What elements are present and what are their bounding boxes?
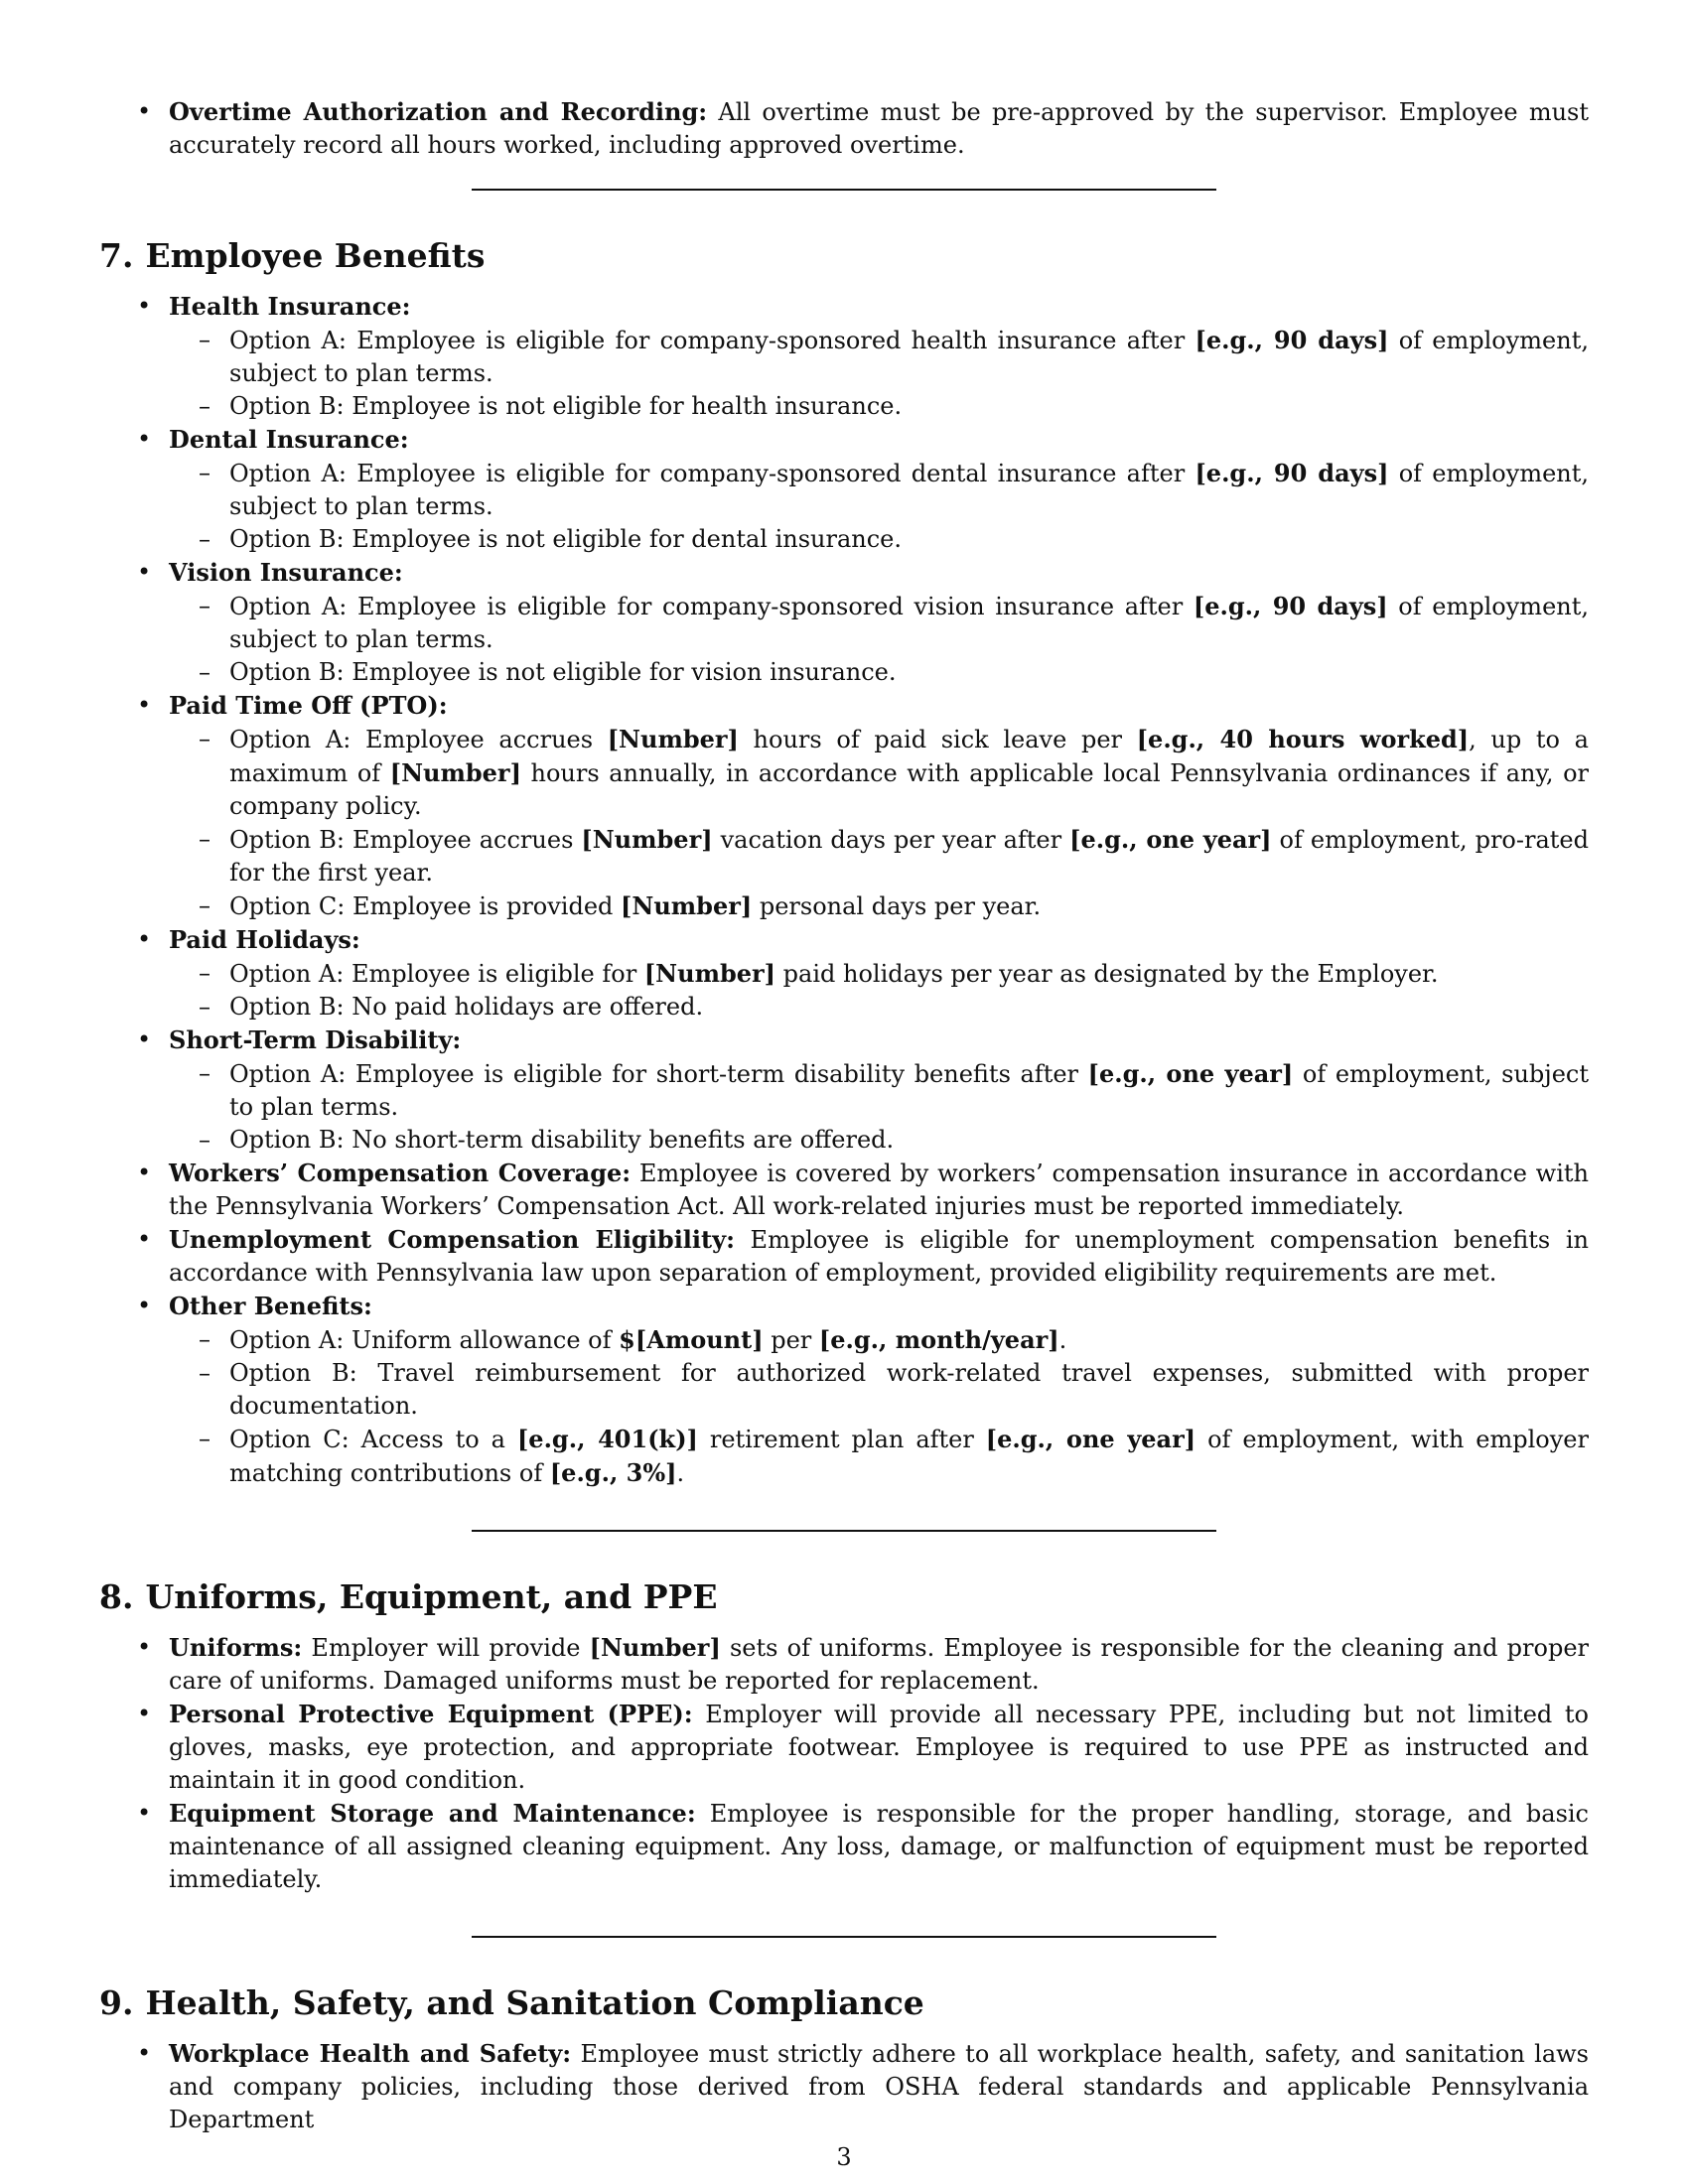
placeholder-field: [e.g., 40 hours worked] [1136,725,1470,753]
text-run: paid holidays per year as designated by the Employer. [775,960,1439,988]
section-divider [472,1936,1216,1938]
option-item [169,1124,1589,1157]
text-run: of employment, subject to plan terms. [229,327,1589,387]
text-run: hours of paid sick leave per [738,726,1137,753]
option-item [169,324,1589,390]
item-label: Vision Insurance: [169,558,403,587]
option-list [169,723,1589,923]
list-item [99,556,1589,689]
text-run: Option B: No paid holidays are offered. [229,993,704,1021]
placeholder-field: [Number] [621,891,753,920]
placeholder-field: [e.g., one year] [985,1425,1196,1453]
text-run: of employment, subject to plan terms. [229,460,1590,520]
section-number: 8. [99,1577,134,1616]
item-text: Employee is covered by workers’ compensation insurance in accordance with the Pennsylvania Workers’ Compensation Act. All work-related injuries must be reported immediately. [169,1160,1589,1220]
option-list [169,1323,1589,1490]
placeholder-field: [e.g., 90 days] [1193,592,1388,620]
text-run: , up to a maximum of [229,726,1589,787]
list-item [99,95,1589,162]
list-item [99,1157,1589,1223]
list-item [99,2037,1589,2136]
text-run: Option A: Uniform allowance of [229,1326,620,1354]
section-title: Health, Safety, and Sanitation Compliance [145,1983,924,2022]
text-run: Option A: Employee is eligible for company-sponsored dental insurance after [229,460,1196,487]
option-item [169,390,1589,423]
placeholder-field: [e.g., one year] [1069,825,1272,854]
text-run: personal days per year. [752,892,1042,920]
item-text: Employee is eligible for unemployment compensation benefits in accordance with Pennsylvania law upon separation of employment, provided eligibility requirements are met. [169,1226,1589,1287]
list-item [99,290,1589,423]
placeholder-field: [e.g., 401(k)] [516,1425,698,1453]
item-text: Employee is responsible for the proper handling, storage, and basic maintenance of all assigned cleaning equipment. Any loss, damage, or malfunction of equipment must be reported immediately. [169,1800,1589,1893]
item-label: Health Insurance: [169,292,411,321]
placeholder-field: [Number] [607,725,739,753]
text-run: of employment, subject to plan terms. [229,593,1589,653]
text-run: Option B: Travel reimbursement for authorized work-related travel expenses, submitted with proper documentation. [229,1359,1589,1420]
list-item [99,1797,1589,1896]
text-run: of employment, with employer matching contributions of [229,1426,1589,1487]
section-heading [99,1983,1589,2023]
option-item [169,1323,1589,1357]
item-label: Personal Protective Equipment (PPE): [169,1700,693,1728]
text-run: Option A: Employee is eligible for [229,960,644,988]
placeholder-field: [e.g., 3%] [549,1458,677,1487]
item-label: Paid Time Off (PTO): [169,691,448,720]
option-item [169,957,1589,991]
section-list [99,2037,1589,2136]
option-list [169,1057,1589,1157]
text-run: vacation days per year after [712,826,1070,854]
text-run: Option B: No short-term disability benefits are offered. [229,1126,895,1154]
placeholder-field: [e.g., one year] [1087,1059,1294,1088]
section-heading [99,1577,1589,1617]
list-item [99,1223,1589,1290]
placeholder-field: $[Amount] [619,1325,764,1354]
item-label: Workplace Health and Safety: [169,2039,572,2068]
text-run: of employment, pro-rated for the first year. [229,826,1589,887]
placeholder-field: [e.g., 90 days] [1195,459,1389,487]
item-label: Other Benefits: [169,1292,372,1320]
text-run: per [763,1326,819,1354]
text-run: Option C: Employee is provided [229,892,622,920]
option-list [169,457,1589,556]
option-item [169,1357,1589,1423]
option-list [169,590,1589,689]
option-item [169,1057,1589,1124]
option-item [169,457,1589,523]
section-title: Uniforms, Equipment, and PPE [145,1577,718,1616]
item-label: Unemployment Compensation Eligibility: [169,1225,735,1254]
text-run: hours annually, in accordance with applicable local Pennsylvania ordinances if any, or company policy. [229,759,1589,820]
option-list [169,957,1589,1024]
section-number: 7. [99,236,134,275]
option-item [169,723,1589,823]
placeholder-field: [Number] [643,959,776,988]
section-heading [99,236,1589,276]
item-label: Equipment Storage and Maintenance: [169,1799,696,1828]
section-list [99,290,1589,1490]
item-label: Overtime Authorization and Recording: [169,97,708,126]
item-text: All overtime must be pre-approved by the supervisor. Employee must accurately record all hours worked, including approved overtime. [169,98,1589,159]
option-item [169,889,1589,923]
option-item [169,1423,1589,1490]
item-label: Paid Holidays: [169,925,360,954]
option-item [169,823,1589,889]
text-run: Option A: Employee is eligible for company-sponsored health insurance after [229,327,1196,354]
list-item [99,689,1589,923]
item-label: Workers’ Compensation Coverage: [169,1159,632,1187]
placeholder-field: [Number] [389,758,521,787]
text-run: . [1058,1326,1067,1354]
placeholder-field: [e.g., 90 days] [1195,326,1389,354]
option-item [169,590,1589,656]
placeholder-field: [Number] [589,1633,721,1662]
text-run: Employer will provide [302,1634,590,1662]
placeholder-field: [Number] [581,825,713,854]
text-run: sets of uniforms. Employee is responsible for the cleaning and proper care of uniforms. Damaged uniforms must be reported for replacement. [169,1634,1589,1695]
text-run: Option C: Access to a [229,1426,517,1453]
section-title: Employee Benefits [145,236,486,275]
text-run: Option A: Employee is eligible for short-term disability benefits after [229,1060,1088,1088]
list-item [99,1631,1589,1698]
section-divider [472,189,1216,191]
item-label: Short-Term Disability: [169,1025,462,1054]
list-item [99,923,1589,1024]
item-text: Employer will provide all necessary PPE, including but not limited to gloves, masks, eye protection, and appropriate footwear. Employee is required to use PPE as instructed and maintain it in good condition. [169,1701,1589,1794]
option-list [169,324,1589,423]
option-item [169,523,1589,556]
list-item [99,1698,1589,1797]
section-divider [472,1530,1216,1532]
item-text: Employee must strictly adhere to all workplace health, safety, and sanitation laws and company policies, including those derived from OSHA federal standards and applicable Pennsylvania Department [169,2040,1589,2133]
text-run: Option A: Employee is eligible for company-sponsored vision insurance after [229,593,1194,620]
list-item [99,423,1589,556]
option-item [169,656,1589,689]
option-item [169,991,1589,1024]
intro-list [99,95,1589,162]
section-number: 9. [99,1983,134,2022]
text-run: Option B: Employee is not eligible for health insurance. [229,392,903,420]
item-text [169,1634,1589,1695]
item-label: Dental Insurance: [169,425,409,454]
document-page [99,95,1589,2136]
section-list [99,1631,1589,1896]
text-run: Option B: Employee is not eligible for vision insurance. [229,658,897,686]
text-run: retirement plan after [697,1426,986,1453]
page-number: 3 [836,2143,852,2171]
list-item [99,1024,1589,1157]
text-run: Option B: Employee accrues [229,826,582,854]
list-item [99,1290,1589,1490]
text-run: Option A: Employee accrues [229,726,608,753]
text-run: of employment, subject to plan terms. [229,1060,1589,1121]
item-label: Uniforms: [169,1633,303,1662]
placeholder-field: [e.g., month/year] [818,1325,1059,1354]
text-run: . [676,1459,685,1487]
text-run: Option B: Employee is not eligible for dental insurance. [229,525,903,553]
